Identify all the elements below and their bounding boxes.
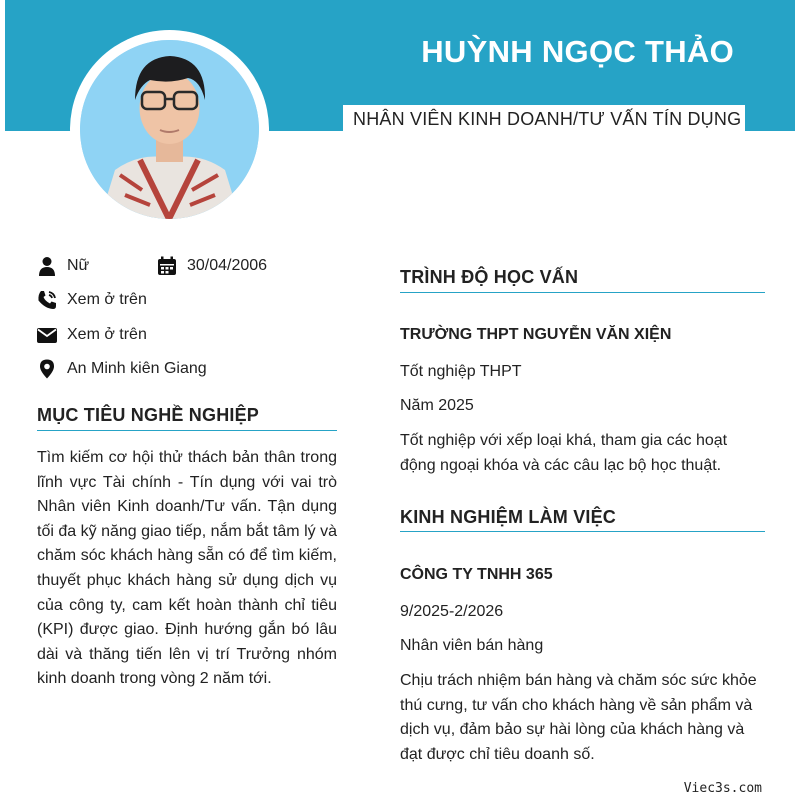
experience-description: Chịu trách nhiệm bán hàng và chăm sóc sức khỏe thú cưng, tư vấn cho khách hàng về sản phẩm và dịch vụ, đảm bảo sự hài lòng của khách hàng và đạt được chỉ tiêu doanh số. (400, 672, 757, 763)
education-divider (400, 292, 765, 293)
experience-period: 9/2025-2/2026 (400, 603, 504, 620)
experience-position: Nhân viên bán hàng (400, 637, 544, 654)
experience-company: CÔNG TY TNHH 365 (400, 566, 553, 583)
education-description: Tốt nghiệp với xếp loại khá, tham gia các hoạt động ngoại khóa và các câu lạc bộ học thuật. (400, 432, 728, 474)
experience-divider (400, 531, 765, 532)
objective-divider (37, 430, 337, 431)
candidate-name: HUỲNH NGỌC THẢO (421, 34, 734, 69)
phone-icon (37, 290, 57, 310)
calendar-icon (157, 256, 177, 276)
experience-title: KINH NGHIỆM LÀM VIỆC (400, 507, 617, 527)
education-school: TRƯỜNG THPT NGUYỄN VĂN XIỆN (400, 326, 672, 343)
location-pin-icon (37, 359, 57, 379)
education-degree: Tốt nghiệp THPT (400, 363, 522, 380)
education-title: TRÌNH ĐỘ HỌC VẤN (400, 267, 579, 287)
gender-value: Nữ (67, 257, 90, 274)
address-value: An Minh kiên Giang (67, 360, 207, 377)
email-value: Xem ở trên (67, 326, 147, 343)
objective-body: Tìm kiếm cơ hội thử thách bản thân trong lĩnh vực Tài chính - Tín dụng với vai trò Nhân viên Kinh doanh/Tư vấn. Tận dụng tối đa kỹ năng giao tiếp, nắm bắt tâm lý và chăm sóc khách hàng sẵn có để tìm kiếm, thuyết phục khách hàng sử dụng dịch vụ của công ty, cam kết hoàn thành chỉ tiêu (KPI) được giao. Định hướng gắn bó lâu dài và thăng tiến lên vị trí Trưởng nhóm kinh doanh trong vòng 2 năm tới. (37, 449, 337, 688)
footer-watermark: Viec3s.com (683, 781, 762, 796)
phone-value: Xem ở trên (67, 291, 147, 308)
avatar (80, 40, 259, 219)
job-title: NHÂN VIÊN KINH DOANH/TƯ VẤN TÍN DỤNG (343, 105, 745, 133)
objective-title: MỤC TIÊU NGHỀ NGHIỆP (37, 405, 260, 425)
person-icon (37, 256, 57, 276)
education-year: Năm 2025 (400, 397, 474, 414)
envelope-icon (37, 325, 57, 345)
birthday-value: 30/04/2006 (187, 257, 268, 274)
